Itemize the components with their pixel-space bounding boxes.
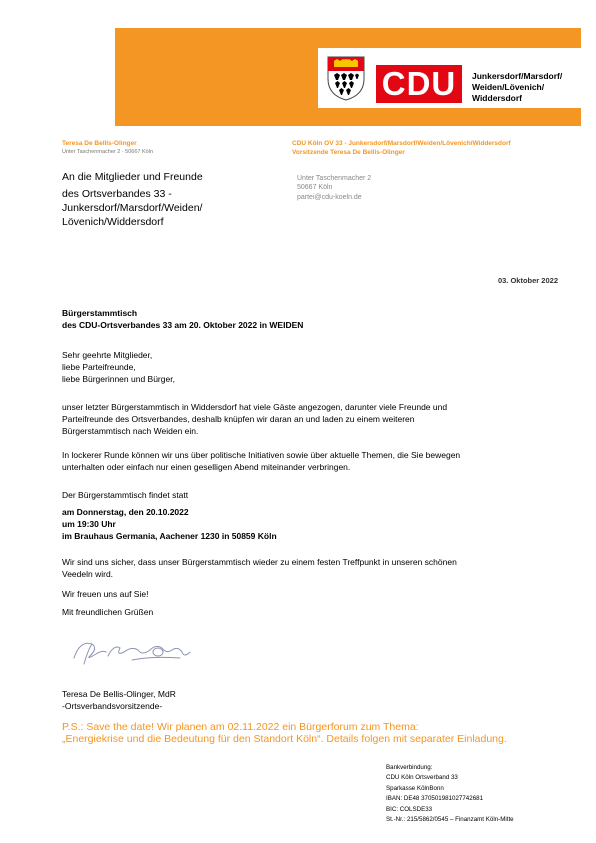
handwritten-signature — [62, 630, 202, 670]
region-line-1: Junkersdorf/Marsdorf/ — [472, 71, 563, 81]
subject-line-2: des CDU-Ortsverbandes 33 am 20. Oktober 2022 in WEIDEN — [62, 320, 304, 330]
subject-line-1: Bürgerstammtisch — [62, 308, 138, 318]
bank-bic: BIC: COLSDE33 — [386, 806, 433, 813]
recipient-line-1: An die Mitglieder und Freunde — [62, 171, 203, 183]
event-time: um 19:30 Uhr — [62, 519, 116, 529]
event-place: im Brauhaus Germania, Aachener 1230 in 50859 Köln — [62, 531, 277, 541]
recipient-line-2: des Ortsverbandes 33 - — [62, 188, 172, 200]
org-line-1: CDU Köln OV 33 - Junkersdorf/Marsdorf/Weiden/Lövenich/Widdersdorf — [292, 140, 511, 147]
address-city: 50667 Köln — [297, 184, 333, 191]
bank-title: Bankverbindung: — [386, 764, 433, 771]
letter-date: 03. Oktober 2022 — [497, 276, 558, 285]
para1-line-2: Parteifreunde des Ortsverbandes, deshalb knüpfen wir daran an und laden zu einem weiteren — [62, 414, 415, 424]
bank-holder: CDU Köln Ortsverband 33 — [386, 774, 458, 781]
event-date: am Donnerstag, den 20.10.2022 — [62, 507, 189, 517]
region-line-3: Widdersdorf — [472, 93, 522, 103]
para2-line-1: In lockerer Runde können wir uns über politische Initiativen sowie über aktuelle Themen, die Sie bewegen — [62, 450, 461, 460]
ps-line-1: P.S.: Save the date! Wir planen am 02.11.2022 ein Bürgerforum zum Thema: — [62, 721, 419, 733]
para1-line-3: Bürgerstammtisch nach Weiden ein. — [62, 426, 199, 436]
signature-name: Teresa De Bellis-Olinger, MdR — [62, 689, 176, 699]
para3-line-2: Veedeln wird. — [62, 569, 114, 579]
cologne-crest-icon — [326, 55, 366, 101]
ps-line-2: „Energiekrise und die Bedeutung für den Standort Köln“. Details folgen mit separater Einladung. — [62, 733, 507, 745]
address-street: Unter Taschenmacher 2 — [297, 175, 372, 182]
para4: Wir freuen uns auf Sie! — [62, 589, 149, 599]
salutation-line-3: liebe Bürgerinnen und Bürger, — [62, 374, 175, 384]
closing: Mit freundlichen Grüßen — [62, 607, 154, 617]
para2-line-2: unterhalten oder einfach nur einen geselligen Abend miteinander verbringen. — [62, 462, 351, 472]
sender-address: Unter Taschenmacher 2 · 50667 Köln — [62, 149, 154, 155]
bank-name: Sparkasse KölnBonn — [386, 785, 444, 792]
recipient-line-3: Junkersdorf/Marsdorf/Weiden/ — [62, 202, 203, 214]
recipient-line-4: Lövenich/Widdersdorf — [62, 216, 164, 228]
para3-line-1: Wir sind uns sicher, dass unser Bürgerstammtisch wieder zu einem festen Treffpunkt in unseren schönen — [62, 557, 457, 567]
salutation-line-1: Sehr geehrte Mitglieder, — [62, 350, 153, 360]
signature-role: -Ortsverbandsvorsitzende- — [62, 701, 163, 711]
bank-iban: IBAN: DE48 370501981027742681 — [386, 795, 484, 802]
para1-line-1: unser letzter Bürgerstammtisch in Widdersdorf hat viele Gäste angezogen, darunter viele Freunde und — [62, 402, 448, 412]
sender-name: Teresa De Bellis-Olinger — [62, 140, 137, 147]
org-line-2: Vorsitzende Teresa De Bellis-Olinger — [292, 149, 405, 156]
salutation-line-2: liebe Parteifreunde, — [62, 362, 136, 372]
tax-number: St.-Nr.: 215/5862/0545 – Finanzamt Köln-Mitte — [386, 816, 514, 823]
region-line-2: Weiden/Lövenich/ — [472, 82, 545, 92]
address-email: partei@cdu-koeln.de — [297, 194, 362, 201]
cdu-logo: CDU — [376, 65, 462, 103]
event-intro: Der Bürgerstammtisch findet statt — [62, 490, 189, 500]
